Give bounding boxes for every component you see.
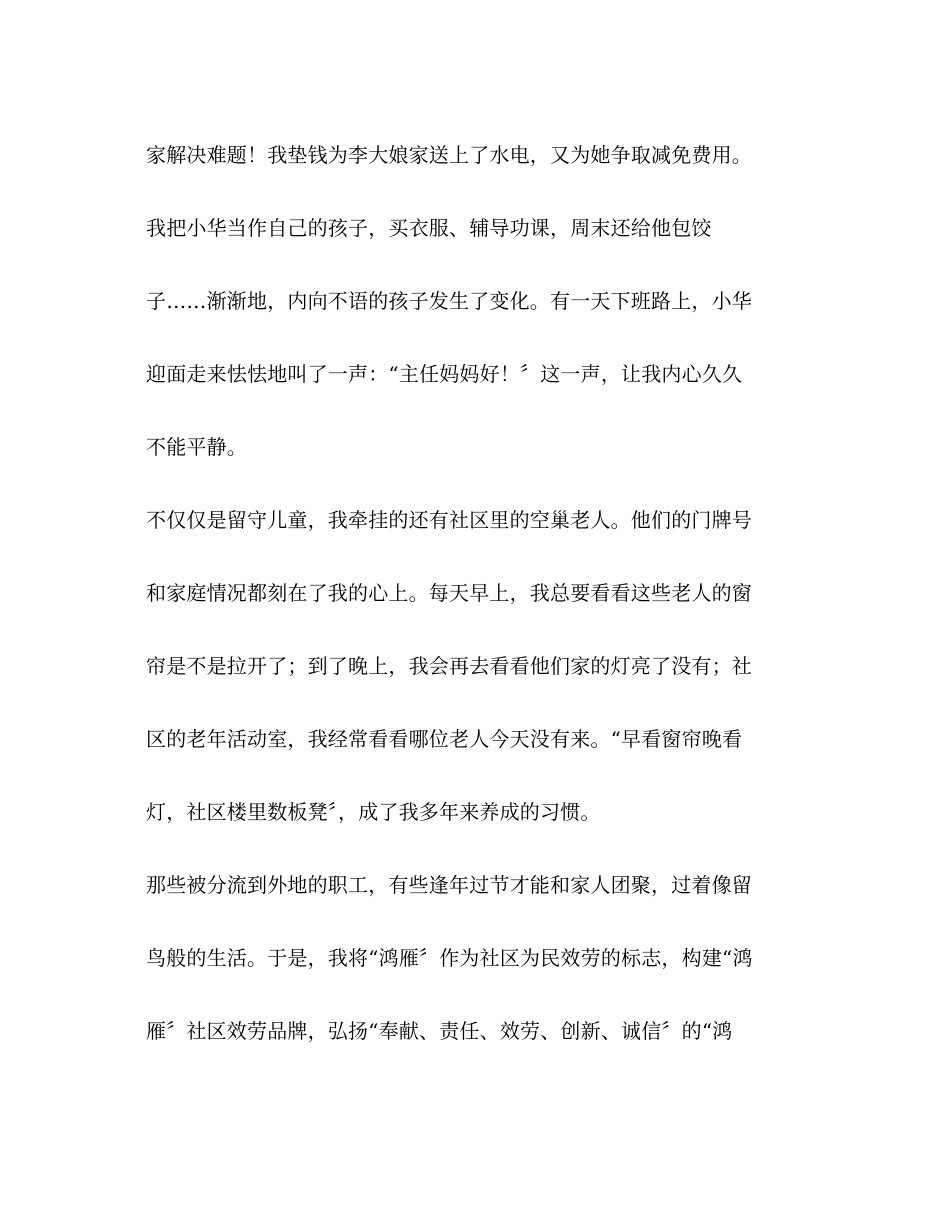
- text-line: 家解决难题！我垫钱为李大娘家送上了水电，又为她争取减免费用。: [146, 143, 752, 167]
- text-line: 雁〞社区效劳品牌，弘扬“奉献、责任、效劳、创新、诚信〞的“鸿: [146, 1019, 733, 1043]
- text-line: 区的老年活动室，我经常看看哪位老人今天没有来。“早看窗帘晚看: [146, 727, 743, 751]
- text-line: 那些被分流到外地的职工，有些逢年过节才能和家人团聚，过着像留: [146, 873, 752, 897]
- text-line: 帘是不是拉开了；到了晚上，我会再去看看他们家的灯亮了没有；社: [146, 654, 752, 678]
- text-line: 迎面走来怯怯地叫了一声：“主任妈妈好！〞这一声，让我内心久久: [146, 362, 743, 386]
- text-line: 我把小华当作自己的孩子，买衣服、辅导功课，周末还给他包饺: [146, 216, 712, 240]
- text-line: 子……渐渐地，内向不语的孩子发生了变化。有一天下班路上，小华: [146, 289, 752, 313]
- document-body: [146, 135, 806, 1084]
- text-line: 不仅仅是留守儿童，我牵挂的还有社区里的空巢老人。他们的门牌号: [146, 508, 752, 532]
- text-line: 和家庭情况都刻在了我的心上。每天早上，我总要看看这些老人的窗: [146, 581, 752, 605]
- text-line: 鸟般的生活。于是，我将“鸿雁〞作为社区为民效劳的标志，构建“鸿: [146, 946, 753, 970]
- text-line: 不能平静。: [146, 435, 247, 459]
- text-line: 灯，社区楼里数板凳〞，成了我多年来养成的习惯。: [146, 800, 601, 824]
